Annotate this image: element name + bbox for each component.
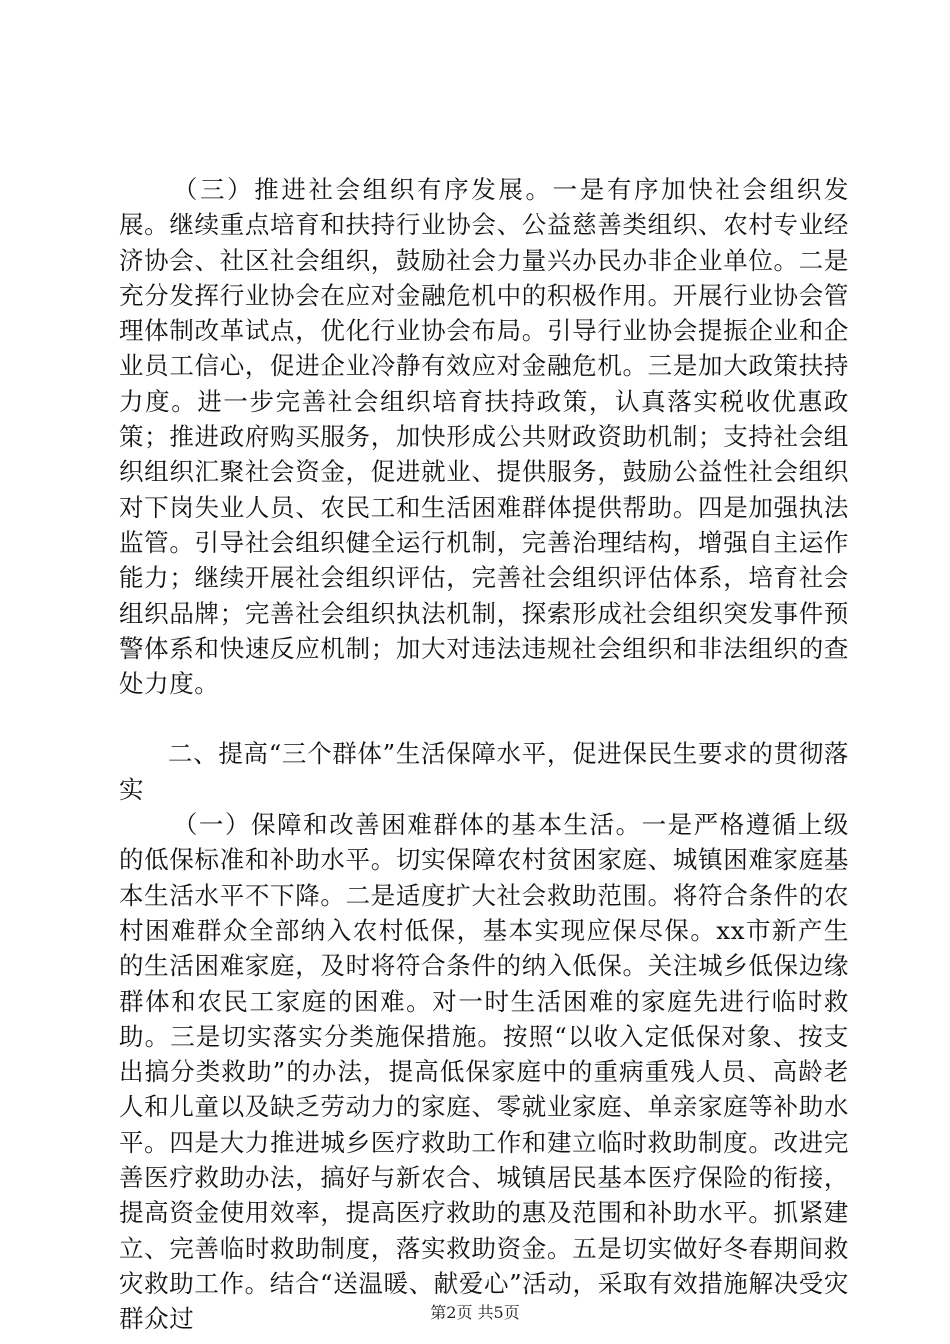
section-heading-three-groups: 二、提高“三个群体”生活保障水平，促进保民生要求的贯彻落实 xyxy=(119,739,849,804)
document-body xyxy=(119,172,849,1337)
paragraph-basic-living-guarantee: （一）保障和改善困难群体的基本生活。一是严格遵循上级的低保标准和补助水平。切实保障农村贫困家庭、城镇困难家庭基本生活水平不下降。二是适度扩大社会救助范围。将符合条件的农村困难群众全部纳入农村低保，基本实现应保尽保。xx市新产生的生活困难家庭，及时将符合条件的纳入低保。关注城乡低保边缘群体和农民工家庭的困难。对一时生活困难的家庭先进行临时救助。三是切实落实分类施保措施。按照“以收入定低保对象、按支出搞分类救助”的办法，提高低保家庭中的重病重残人员、高龄老人和儿童以及缺乏劳动力的家庭、零就业家庭、单亲家庭等补助水平。四是大力推进城乡医疗救助工作和建立临时救助制度。改进完善医疗救助办法，搞好与新农合、城镇居民基本医疗保险的衔接，提高资金使用效率，提高医疗救助的惠及范围和补助水平。抓紧建立、完善临时救助制度，落实救助资金。五是切实做好冬春期间救灾救助工作。结合“送温暖、献爱心”活动，采取有效措施解决受灾群众过 xyxy=(119,810,849,1334)
page-number-footer: 第2页 共5页 xyxy=(430,1303,520,1322)
paragraph-social-organizations: （三）推进社会组织有序发展。一是有序加快社会组织发展。继续重点培育和扶持行业协会、公益慈善类组织、农村专业经济协会、社区社会组织，鼓励社会力量兴办民办非企业单位。二是充分发挥行业协会在应对金融危机中的积极作用。开展行业协会管理体制改革试点，优化行业协会布局。引导行业协会提振企业和企业员工信心，促进企业冷静有效应对金融危机。三是加大政策扶持力度。进一步完善社会组织培育扶持政策，认真落实税收优惠政策；推进政府购买服务，加快形成公共财政资助机制；支持社会组织组织汇聚社会资金，促进就业、提供服务，鼓励公益性社会组织对下岗失业人员、农民工和生活困难群体提供帮助。四是加强执法监管。引导社会组织健全运行机制，完善治理结构，增强自主运作能力；继续开展社会组织评估，完善社会组织评估体系，培育社会组织品牌；完善社会组织执法机制，探索形成社会组织突发事件预警体系和快速反应机制；加大对违法违规社会组织和非法组织的查处力度。 xyxy=(119,175,849,699)
